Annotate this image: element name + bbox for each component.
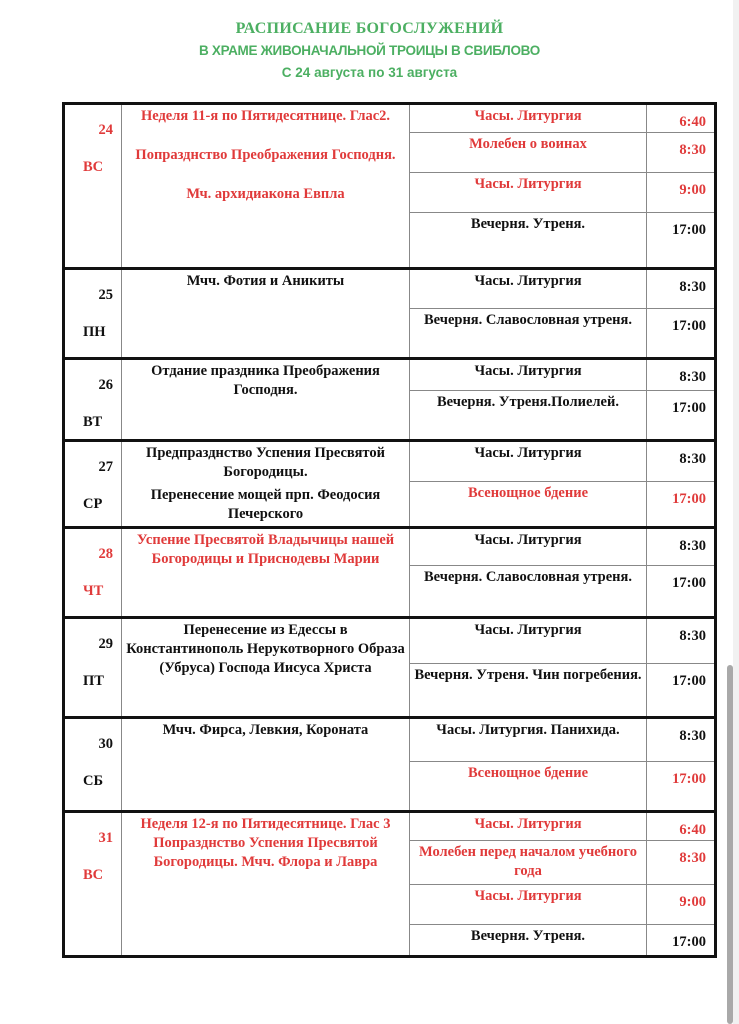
day-cell xyxy=(64,528,122,618)
service-time xyxy=(647,528,716,566)
service-name xyxy=(410,885,647,925)
feast-text: Мчч. Фотия и Аникиты xyxy=(186,273,345,289)
day-weekday: ЧТ xyxy=(83,583,104,599)
service-label: Молебен о воинах xyxy=(469,136,587,152)
service-label: Часы. Литургия. Панихида. xyxy=(436,722,620,738)
service-time xyxy=(647,482,716,528)
service-name xyxy=(410,482,647,528)
day-cell xyxy=(64,441,122,528)
schedule-header xyxy=(0,18,739,84)
day-number: 25 xyxy=(98,287,113,303)
schedule-row xyxy=(64,359,716,391)
service-name xyxy=(410,359,647,391)
day-number: 30 xyxy=(98,736,113,752)
service-time xyxy=(647,762,716,812)
service-time xyxy=(647,359,716,391)
time-label: 6:40 xyxy=(679,114,706,130)
service-label: Часы. Литургия xyxy=(474,176,582,192)
feast-text: Успение Пресвятой Владычицы нашей Богородицы и Приснодевы Марии xyxy=(136,532,395,567)
day-weekday: СР xyxy=(83,496,103,512)
service-time xyxy=(647,664,716,718)
time-label: 8:30 xyxy=(679,850,706,866)
service-label: Часы. Литургия xyxy=(474,888,582,904)
day-cell xyxy=(64,104,122,269)
service-label: Часы. Литургия xyxy=(474,445,582,461)
service-name xyxy=(410,566,647,618)
feast-cell xyxy=(122,618,410,718)
service-name xyxy=(410,528,647,566)
schedule-row xyxy=(64,104,716,133)
schedule-row xyxy=(64,441,716,482)
service-label: Часы. Литургия xyxy=(474,532,582,548)
service-time xyxy=(647,812,716,841)
schedule-table xyxy=(62,102,717,958)
day-weekday: ВС xyxy=(83,159,104,175)
day-cell xyxy=(64,269,122,359)
service-label: Часы. Литургия xyxy=(474,273,582,289)
feast-cell xyxy=(122,104,410,269)
time-label: 8:30 xyxy=(679,279,706,295)
service-time xyxy=(647,309,716,359)
time-label: 17:00 xyxy=(672,491,706,508)
service-name xyxy=(410,762,647,812)
day-cell xyxy=(64,718,122,812)
service-name xyxy=(410,664,647,718)
schedule-row xyxy=(64,618,716,664)
day-weekday: СБ xyxy=(83,773,104,789)
day-number: 27 xyxy=(98,459,113,475)
feast-text: Предпразднство Успения Пресвятой Богородицы. xyxy=(146,445,385,480)
service-name xyxy=(410,173,647,213)
schedule-row xyxy=(64,269,716,309)
service-time xyxy=(647,269,716,309)
feast-text: Неделя 12-я по Пятидесятнице. Глас 3 Попразднство Успения Пресвятой Богородицы. Мчч. Флора и Лавра xyxy=(140,816,391,870)
scrollbar-track[interactable] xyxy=(733,0,739,1024)
time-label: 9:00 xyxy=(679,182,706,198)
service-name xyxy=(410,104,647,133)
schedule-row xyxy=(64,718,716,762)
service-time xyxy=(647,841,716,885)
time-label: 17:00 xyxy=(672,222,706,238)
church-name: В ХРАМЕ ЖИВОНАЧАЛЬНОЙ ТРОИЦЫ В СВИБЛОВО xyxy=(198,43,540,58)
date-range: С 24 августа по 31 августа xyxy=(281,65,458,80)
service-time xyxy=(647,718,716,762)
day-cell xyxy=(64,812,122,957)
time-label: 8:30 xyxy=(679,628,706,644)
service-name xyxy=(410,841,647,885)
service-time xyxy=(647,441,716,482)
time-label: 8:30 xyxy=(679,728,706,744)
service-name xyxy=(410,269,647,309)
day-weekday: ПТ xyxy=(83,673,104,689)
feast-cell xyxy=(122,269,410,359)
service-label: Всенощное бдение xyxy=(467,485,589,502)
service-name xyxy=(410,133,647,173)
service-time xyxy=(647,885,716,925)
time-label: 17:00 xyxy=(672,934,706,950)
feast-text: Перенесение из Едессы в Константинополь Нерукотворного Образа (Убруса) Господа Иисуса Христа xyxy=(126,622,405,676)
service-label: Вечерня. Утреня. xyxy=(470,216,586,232)
time-label: 8:30 xyxy=(679,369,706,385)
service-label: Вечерня. Славословная утреня. xyxy=(424,312,632,328)
feast-cell xyxy=(122,718,410,812)
service-label: Часы. Литургия xyxy=(474,622,582,638)
service-time xyxy=(647,133,716,173)
service-label: Вечерня. Славословная утреня. xyxy=(424,569,632,585)
schedule-row xyxy=(64,812,716,841)
service-time xyxy=(647,391,716,441)
feast-cell xyxy=(122,812,410,957)
service-name xyxy=(410,213,647,269)
service-name xyxy=(410,391,647,441)
day-number: 26 xyxy=(98,377,113,393)
day-cell xyxy=(64,359,122,441)
feast-cell xyxy=(122,528,410,618)
service-time xyxy=(647,173,716,213)
service-time xyxy=(647,213,716,269)
service-label: Вечерня. Утреня. xyxy=(470,928,586,944)
service-label: Часы. Литургия xyxy=(474,816,582,832)
day-number: 24 xyxy=(98,122,113,138)
service-label: Часы. Литургия xyxy=(474,363,582,379)
time-label: 17:00 xyxy=(672,318,706,334)
feast-text: Неделя 11-я по Пятидесятнице. Глас2. xyxy=(140,108,391,124)
feast-text: Отдание праздника Преображения Господня. xyxy=(151,363,380,398)
day-number: 29 xyxy=(98,636,113,652)
day-weekday: ВС xyxy=(83,867,104,883)
service-label: Вечерня. Утреня.Полиелей. xyxy=(437,394,619,410)
time-label: 8:30 xyxy=(679,142,706,158)
service-time xyxy=(647,925,716,957)
service-time xyxy=(647,566,716,618)
service-name xyxy=(410,441,647,482)
service-time xyxy=(647,104,716,133)
feast-text: Попразднство Преображения Господня. xyxy=(135,147,396,163)
time-label: 17:00 xyxy=(672,673,706,689)
time-label: 17:00 xyxy=(672,400,706,416)
time-label: 8:30 xyxy=(679,451,706,467)
service-name xyxy=(410,718,647,762)
time-label: 8:30 xyxy=(679,538,706,554)
feast-text: Мчч. Фирса, Левкия, Короната xyxy=(162,722,369,738)
time-label: 17:00 xyxy=(672,771,706,787)
service-name xyxy=(410,309,647,359)
day-weekday: ВТ xyxy=(83,414,103,430)
service-label: Всенощное бдение xyxy=(467,765,589,781)
feast-cell xyxy=(122,441,410,528)
service-label: Вечерня. Утреня. Чин погребения. xyxy=(414,667,642,683)
service-name xyxy=(410,925,647,957)
scrollbar-thumb[interactable] xyxy=(727,665,733,1024)
day-number: 31 xyxy=(98,830,113,846)
schedule-row xyxy=(64,528,716,566)
service-label: Часы. Литургия xyxy=(474,108,582,124)
day-cell xyxy=(64,618,122,718)
feast-cell xyxy=(122,359,410,441)
time-label: 17:00 xyxy=(672,575,706,591)
schedule-title: РАСПИСАНИЕ БОГОСЛУЖЕНИЙ xyxy=(235,20,504,37)
service-name xyxy=(410,618,647,664)
time-label: 6:40 xyxy=(679,822,706,838)
day-number: 28 xyxy=(98,546,113,562)
time-label: 9:00 xyxy=(679,894,706,910)
service-name xyxy=(410,812,647,841)
feast-text: Мч. архидиакона Евпла xyxy=(186,186,345,202)
service-label: Молебен перед началом учебного года xyxy=(418,844,638,879)
service-time xyxy=(647,618,716,664)
feast-text: Перенесение мощей прп. Феодосия Печерского xyxy=(150,487,381,522)
day-weekday: ПН xyxy=(83,324,106,340)
